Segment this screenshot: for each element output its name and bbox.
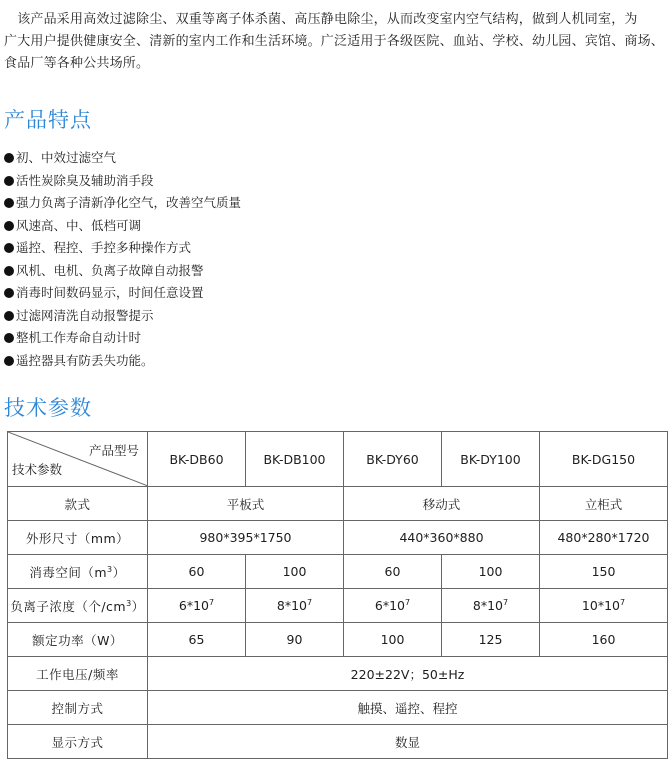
table-cell: 440*360*880 — [344, 521, 540, 555]
row-label: 显示方式 — [8, 725, 148, 759]
value-base: 10*10 — [581, 598, 620, 614]
list-item — [4, 192, 241, 215]
table-cell — [540, 589, 668, 623]
bullet-icon — [4, 153, 14, 163]
bullet-icon — [4, 243, 14, 253]
table-cell — [442, 589, 540, 623]
table-cell: 平板式 — [148, 487, 344, 521]
model-header: BK-DG150 — [540, 432, 668, 487]
table-cell: 60 — [344, 555, 442, 589]
row-label-end: ） — [131, 598, 145, 614]
table-cell: 90 — [246, 623, 344, 657]
model-header: BK-DB100 — [246, 432, 344, 487]
table-row — [8, 432, 668, 487]
table-row — [8, 623, 668, 657]
value-exponent: 7 — [503, 597, 509, 607]
table-cell: 980*395*1750 — [148, 521, 344, 555]
specs-table — [7, 431, 668, 759]
value-exponent: 7 — [307, 597, 313, 607]
list-item — [4, 327, 241, 350]
feature-text: 遥控、程控、手控多种操作方式 — [16, 240, 192, 255]
row-label-end: ） — [112, 564, 126, 580]
table-row — [8, 691, 668, 725]
row-label: 工作电压/频率 — [8, 657, 148, 691]
feature-text: 过滤网清洗自动报警提示 — [16, 307, 154, 323]
features-heading: 产品特点 — [4, 108, 92, 132]
list-item — [4, 237, 241, 260]
feature-text: 活性炭除臭及辅助消手段 — [16, 172, 154, 188]
list-item — [4, 350, 241, 373]
table-cell — [344, 589, 442, 623]
feature-text: 初、中效过滤空气 — [16, 150, 117, 165]
intro-paragraph — [4, 9, 668, 75]
row-label: 控制方式 — [8, 691, 148, 725]
intro-line: 食品厂等各种公共场所。 — [4, 56, 150, 71]
unit-superscript: 3 — [126, 598, 132, 608]
row-label: 外形尺寸（mm） — [8, 521, 148, 555]
value-base: 6*10 — [374, 598, 405, 614]
intro-line: 该产品采用高效过滤除尘、双重等离子体杀菌、高压静电除尘，从而改变室内空气结构，做到人机同室，为 — [4, 12, 638, 27]
value-base: 8*10 — [276, 598, 307, 614]
model-header: BK-DY100 — [442, 432, 540, 487]
bullet-icon — [4, 333, 14, 343]
value-base: 6*10 — [178, 598, 209, 614]
feature-text: 风机、电机、负离子故障自动报警 — [16, 262, 204, 278]
feature-text: 强力负离子清新净化空气，改善空气质量 — [16, 195, 242, 210]
feature-text: 遥控器具有防丢失功能。 — [16, 352, 154, 368]
specs-heading: 技术参数 — [4, 396, 92, 420]
value-exponent: 7 — [209, 597, 215, 607]
row-label: 额定功率（W） — [8, 623, 148, 657]
unit-superscript: 3 — [107, 564, 113, 574]
model-header: BK-DB60 — [148, 432, 246, 487]
intro-line: 广大用户提供健康安全、清新的室内工作和生活环境。广泛适用于各级医院、血站、学校、幼儿园、宾馆、商场、 — [4, 34, 665, 49]
table-row — [8, 725, 668, 759]
row-label-text: 消毒空间（m — [29, 564, 108, 580]
row-label — [8, 555, 148, 589]
table-cell: 移动式 — [344, 487, 540, 521]
table-cell: 220±22V；50±Hz — [148, 657, 668, 691]
bullet-icon — [4, 198, 14, 208]
table-cell: 100 — [442, 555, 540, 589]
corner-header-cell — [8, 432, 148, 487]
corner-top-label: 产品型号 — [88, 443, 139, 458]
table-cell: 触摸、遥控、程控 — [148, 691, 668, 725]
list-item — [4, 305, 241, 328]
row-label: 款式 — [8, 487, 148, 521]
table-cell: 150 — [540, 555, 668, 589]
table-row — [8, 521, 668, 555]
table-cell: 125 — [442, 623, 540, 657]
table-cell: 60 — [148, 555, 246, 589]
feature-text: 整机工作寿命自动计时 — [16, 330, 142, 345]
list-item — [4, 215, 241, 238]
table-row — [8, 555, 668, 589]
value-exponent: 7 — [405, 597, 411, 607]
row-label-text: 负离子浓度（个/cm — [10, 598, 127, 614]
bullet-icon — [4, 288, 14, 298]
list-item — [4, 170, 241, 193]
feature-text: 消毒时间数码显示，时间任意设置 — [16, 285, 204, 300]
bullet-icon — [4, 176, 14, 186]
corner-bottom-label: 技术参数 — [12, 462, 63, 477]
table-cell: 100 — [246, 555, 344, 589]
table-cell: 立柜式 — [540, 487, 668, 521]
bullet-icon — [4, 221, 14, 231]
features-list — [4, 147, 241, 372]
list-item — [4, 260, 241, 283]
value-base: 8*10 — [472, 598, 503, 614]
list-item — [4, 282, 241, 305]
table-cell: 160 — [540, 623, 668, 657]
table-cell: 480*280*1720 — [540, 521, 668, 555]
list-item — [4, 147, 241, 170]
bullet-icon — [4, 311, 14, 321]
table-row — [8, 657, 668, 691]
table-row — [8, 589, 668, 623]
table-cell: 65 — [148, 623, 246, 657]
value-exponent: 7 — [619, 597, 626, 607]
bullet-icon — [4, 356, 14, 366]
model-header: BK-DY60 — [344, 432, 442, 487]
table-cell — [148, 589, 246, 623]
table-cell: 数显 — [148, 725, 668, 759]
table-cell — [246, 589, 344, 623]
table-row — [8, 487, 668, 521]
row-label — [8, 589, 148, 623]
bullet-icon — [4, 266, 14, 276]
feature-text: 风速高、中、低档可调 — [16, 217, 142, 233]
table-cell: 100 — [344, 623, 442, 657]
